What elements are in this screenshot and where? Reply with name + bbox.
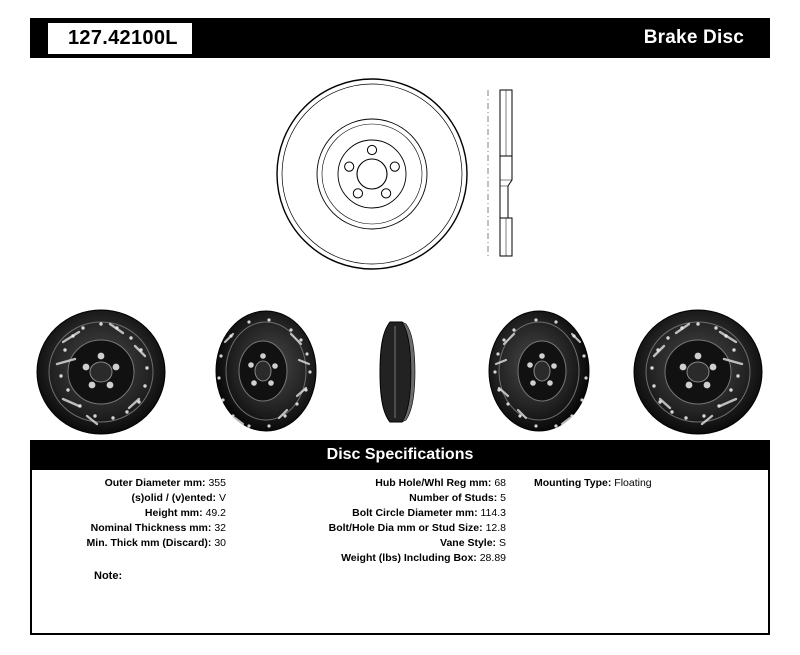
spec-label: Height mm:: [144, 507, 203, 519]
spec-value: 355: [208, 477, 226, 489]
spec-value: Floating: [614, 477, 652, 489]
header-bar: [30, 18, 770, 58]
brake-disc-face-view-icon: [272, 74, 472, 274]
part-number: 127.42100L: [48, 23, 192, 54]
spec-row: [232, 536, 506, 551]
spec-value: 49.2: [205, 507, 226, 519]
spec-value: 32: [214, 522, 226, 534]
brake-disc-edge-section-view-icon: [478, 84, 548, 264]
spec-row: [232, 491, 506, 506]
spec-label: Vane Style:: [440, 537, 497, 549]
spec-value: V: [218, 492, 226, 504]
brake-disc-drilled-slotted-angle-right-icon: [478, 308, 600, 434]
spec-value: 12.8: [485, 522, 506, 534]
brake-disc-drilled-slotted-angle-left-icon: [35, 306, 167, 438]
spec-row: [32, 521, 226, 536]
product-view-row: [0, 302, 800, 442]
page-title: Brake Disc: [643, 27, 744, 48]
spec-row: [32, 476, 226, 491]
spec-row: [32, 506, 226, 521]
spec-label: Min. Thick mm (Discard):: [86, 537, 212, 549]
spec-value: 68: [494, 477, 506, 489]
note-label: Note:: [94, 570, 123, 582]
spec-panel-body: [30, 470, 770, 635]
spec-label: Number of Studs:: [409, 492, 498, 504]
spec-row: [232, 521, 506, 536]
spec-value: S: [498, 537, 506, 549]
spec-label: (s)olid / (v)ented:: [131, 492, 217, 504]
spec-value: 30: [214, 537, 226, 549]
spec-label: Nominal Thickness mm:: [90, 522, 212, 534]
spec-label: Hub Hole/Whl Reg mm:: [375, 477, 492, 489]
spec-row: [232, 506, 506, 521]
spec-row: [232, 551, 506, 566]
spec-value: 114.3: [480, 507, 506, 519]
spec-row: [32, 536, 226, 551]
brake-disc-drilled-slotted-angle-right-2-icon: [632, 306, 764, 438]
spec-value: 5: [500, 492, 506, 504]
spec-row: [232, 476, 506, 491]
spec-row: [32, 491, 226, 506]
top-view-group: [0, 62, 800, 272]
spec-label: Bolt/Hole Dia mm or Stud Size:: [328, 522, 483, 534]
spec-label: Mounting Type:: [534, 477, 612, 489]
brake-disc-edge-profile-icon: [376, 320, 422, 424]
drawing-area: [0, 62, 800, 432]
spec-row: [534, 476, 752, 491]
brake-disc-drilled-slotted-angle-left-2-icon: [205, 308, 327, 434]
spec-label: Weight (lbs) Including Box:: [341, 552, 477, 564]
spec-column-left: [32, 476, 232, 566]
spec-panel-title: Disc Specifications: [30, 440, 770, 470]
spec-column-right: [512, 476, 752, 566]
spec-column-middle: [232, 476, 512, 566]
spec-value: 28.89: [479, 552, 506, 564]
spec-label: Bolt Circle Diameter mm:: [352, 507, 478, 519]
spec-label: Outer Diameter mm:: [104, 477, 206, 489]
